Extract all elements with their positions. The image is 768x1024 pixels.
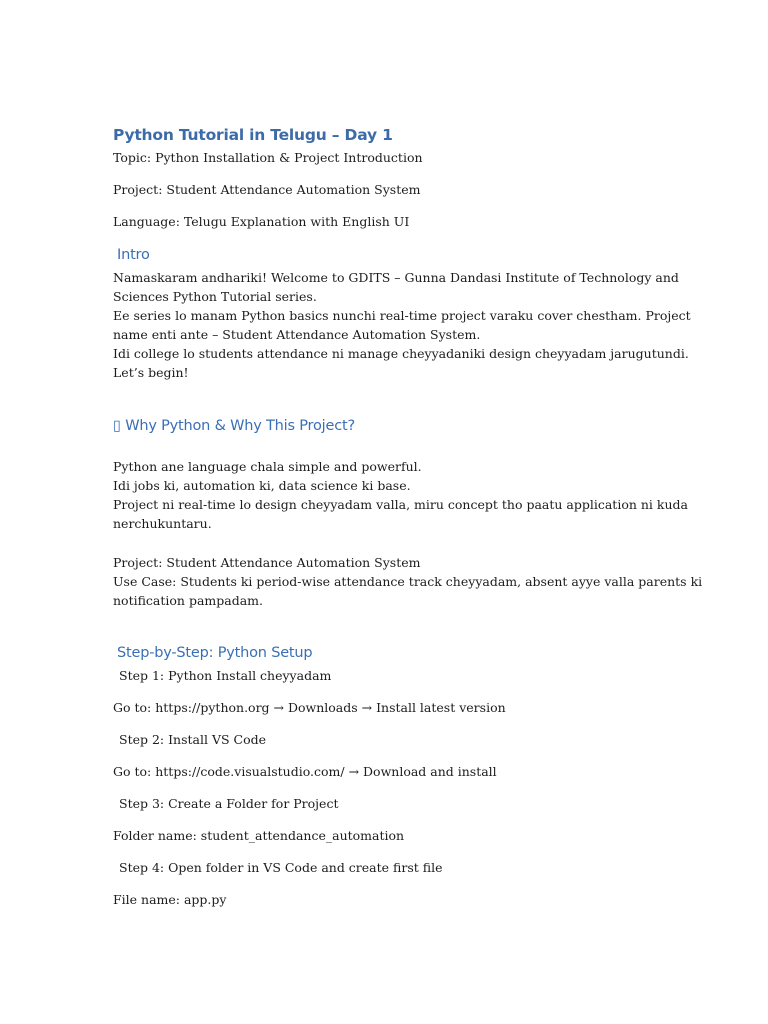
intro-line: Namaskaram andhariki! Welcome to GDITS – Gunna Dandasi Institute of Technology and xyxy=(113,270,679,285)
setup-step-2-detail: Go to: https://code.visualstudio.com/ → Download and install xyxy=(113,764,497,779)
why-project-line: notification pampadam. xyxy=(113,593,263,608)
setup-step-1: Step 1: Python Install cheyyadam xyxy=(119,668,332,683)
setup-step-4: Step 4: Open folder in VS Code and create first file xyxy=(119,860,443,875)
project-line: Project: Student Attendance Automation System xyxy=(113,182,421,197)
why-project-line: Use Case: Students ki period-wise attendance track cheyyadam, absent ayye valla parents ki xyxy=(113,574,703,589)
why-line: Project ni real-time lo design cheyyadam valla, miru concept tho paatu application ni kuda xyxy=(113,497,688,512)
why-line: Python ane language chala simple and powerful. xyxy=(113,459,422,474)
document-title: Python Tutorial in Telugu – Day 1 xyxy=(113,126,393,144)
setup-step-3-detail: Folder name: student_attendance_automation xyxy=(113,828,405,843)
setup-step-3: Step 3: Create a Folder for Project xyxy=(119,796,339,811)
why-line: nerchukuntaru. xyxy=(113,516,212,531)
setup-heading: Step-by-Step: Python Setup xyxy=(117,645,313,661)
why-python-heading: ▯ Why Python & Why This Project? xyxy=(113,418,355,434)
intro-line: name enti ante – Student Attendance Automation System. xyxy=(113,327,481,342)
why-project-line: Project: Student Attendance Automation System xyxy=(113,555,421,570)
intro-line: Idi college lo students attendance ni manage cheyyadaniki design cheyyadam jarugutundi. xyxy=(113,346,689,361)
setup-step-1-detail: Go to: https://python.org → Downloads → Install latest version xyxy=(113,700,506,715)
intro-line: Sciences Python Tutorial series. xyxy=(113,289,317,304)
intro-line: Let’s begin! xyxy=(113,365,189,380)
setup-step-2: Step 2: Install VS Code xyxy=(119,732,266,747)
intro-line: Ee series lo manam Python basics nunchi real-time project varaku cover chestham. Project xyxy=(113,308,691,323)
setup-step-4-detail: File name: app.py xyxy=(113,892,227,907)
language-line: Language: Telugu Explanation with English UI xyxy=(113,214,410,229)
intro-heading: Intro xyxy=(117,247,150,263)
topic-line: Topic: Python Installation & Project Introduction xyxy=(113,150,423,165)
why-line: Idi jobs ki, automation ki, data science ki base. xyxy=(113,478,411,493)
